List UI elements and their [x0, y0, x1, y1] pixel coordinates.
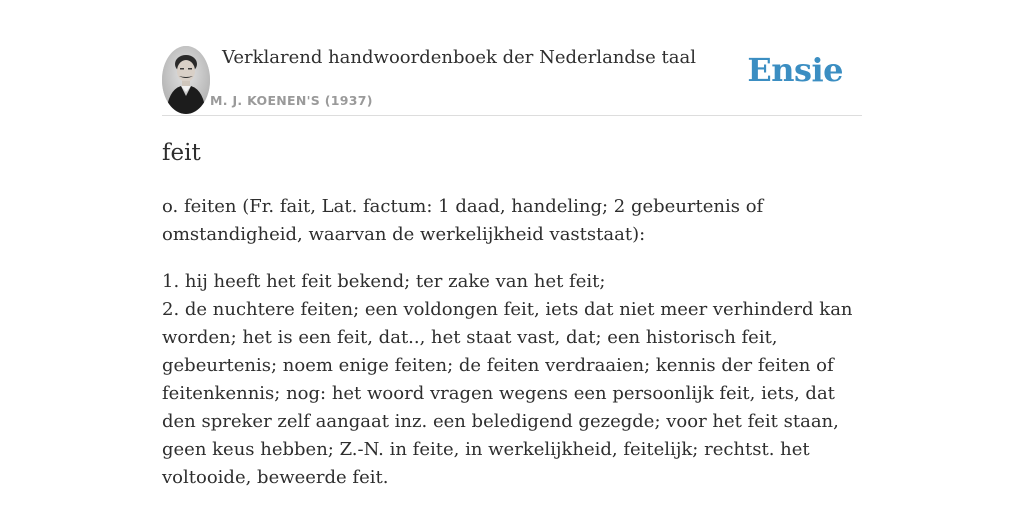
author-portrait-avatar [162, 46, 210, 114]
page-header [162, 46, 862, 116]
entry-senses [162, 268, 862, 492]
entry-intro: o. feiten (Fr. fait, Lat. factum: 1 daad, handeling; 2 gebeurtenis of omstandigheid, waarvan de werkelijkheid vaststaat): [162, 196, 764, 245]
page-container [162, 0, 862, 512]
brand-logo-link[interactable]: Ensie [747, 51, 843, 89]
sense-1: 1. hij heeft het feit bekend; ter zake van het feit; [162, 271, 606, 292]
sense-2: 2. de nuchtere feiten; een voldongen feit, iets dat niet meer verhinderd kan worden; het is een feit, dat.., het staat vast, dat; een historisch feit, gebeurtenis; noem enige feiten; de feiten verdraaien; kennis der feiten of feitenkennis; nog: het woord vragen wegens een persoonlijk feit, iets, dat den spreker zelf aangaat inz. een beledigend gezegde; voor het feit staan, geen keus hebben; Z.-N. in feite, in werkelijkheid, feitelijk; rechtst. het voltooide, beweerde feit. [162, 299, 853, 488]
author-portrait-icon [162, 46, 210, 114]
entry-definition [162, 193, 862, 492]
dictionary-author: M. J. KOENEN'S (1937) [210, 93, 373, 108]
entry-headword: feit [162, 140, 201, 166]
dictionary-title: Verklarend handwoordenboek der Nederlandse taal [222, 47, 696, 68]
